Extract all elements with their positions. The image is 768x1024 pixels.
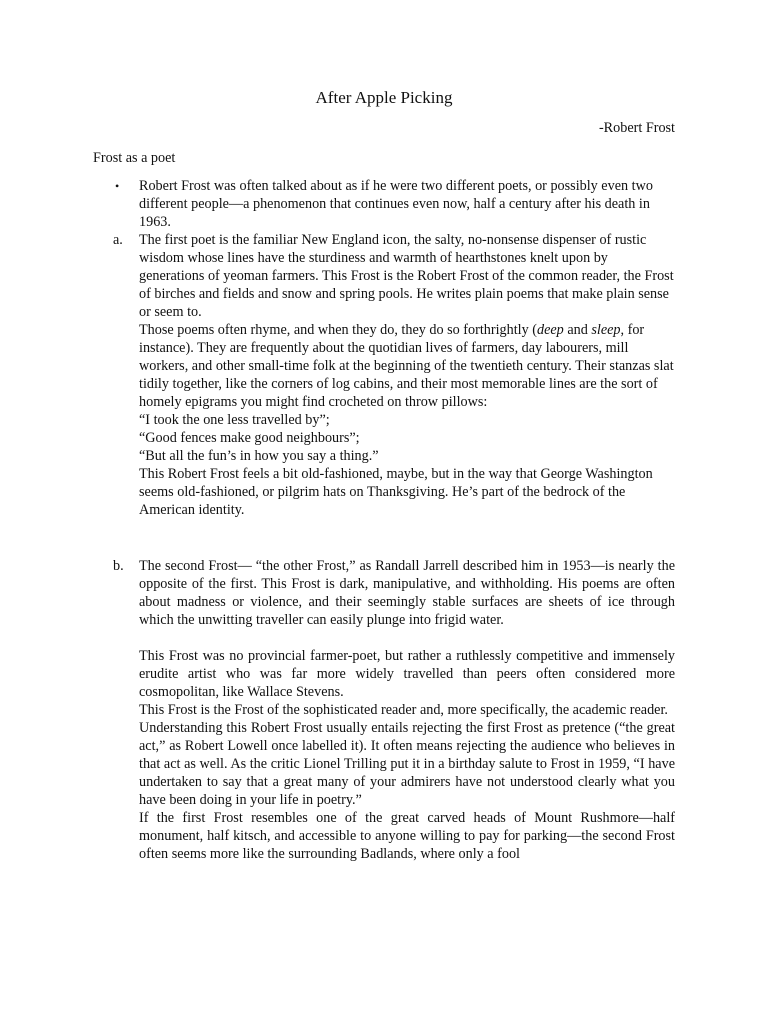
quote-line-2: “Good fences make good neighbours”; bbox=[139, 430, 360, 446]
item-a-p2-text-start: Those poems often rhyme, and when they do, they do so forthrightly ( bbox=[139, 322, 537, 338]
item-b-paragraph-4: Understanding this Robert Frost usually entails rejecting the first Frost as pretence (“the great act,” as Robert Lowell once labelled it). It often means rejecting the audience who believes in that act as well. As the critic Lionel Trilling put it in a birthday salute to Frost in 1959, “I have undertaken to say that a great many of your admirers have not understood clearly what you have been doing in your life in poetry.” bbox=[139, 720, 675, 808]
bullet-marker: • bbox=[115, 179, 120, 193]
section-heading: Frost as a poet bbox=[93, 150, 176, 166]
quote-line-3: “But all the fun’s in how you say a thing.” bbox=[139, 448, 379, 464]
item-a-paragraph-3: This Robert Frost feels a bit old-fashioned, maybe, but in the way that George Washington seems old-fashioned, or pilgrim hats on Thanksgiving. He’s part of the bedrock of the American identity. bbox=[139, 466, 653, 518]
paragraph-gap bbox=[139, 629, 675, 647]
list-marker-b: b. bbox=[113, 558, 124, 574]
bullet-item bbox=[115, 177, 675, 231]
bullet-text: Robert Frost was often talked about as if he were two different poets, or possibly even two different people—a phenomenon that continues even now, half a century after his death in 1963. bbox=[139, 178, 653, 230]
item-a-p2-text-end: , for instance). They are frequently about the quotidian lives of farmers, day labourers, mill workers, and other small-time folk at the beginning of the twentieth century. Their stanzas slat tidily together, like the corners of log cabins, and their most memorable lines are the sort of homely epigrams you might find crocheted on throw pillows: bbox=[139, 322, 674, 410]
list-item-a bbox=[113, 231, 675, 519]
item-b-paragraph-5: If the first Frost resembles one of the great carved heads of Mount Rushmore—half monument, half kitsch, and accessible to anyone willing to pay for parking—the second Frost often seems more like the surrounding Badlands, where only a fool bbox=[139, 810, 675, 862]
item-b-paragraph-2: This Frost was no provincial farmer-poet, but rather a ruthlessly competitive and immensely erudite artist who was far more widely travelled than peers often considered more cosmopolitan, like Wallace Stevens. bbox=[139, 648, 675, 700]
item-b-paragraph-3: This Frost is the Frost of the sophisticated reader and, more specifically, the academic reader. bbox=[139, 702, 668, 718]
list-marker-a: a. bbox=[113, 232, 123, 248]
item-b-paragraph-1: The second Frost— “the other Frost,” as Randall Jarrell described him in 1953—is nearly the opposite of the first. This Frost is dark, manipulative, and withholding. His poems are often about madness or violence, and their seemingly stable surfaces are sheets of ice through which the unwitting traveller can easily plunge into frigid water. bbox=[139, 558, 675, 628]
item-a-paragraph-2 bbox=[139, 321, 675, 411]
item-a-paragraph-1: The first poet is the familiar New England icon, the salty, no-nonsense dispenser of rustic wisdom whose lines have the sturdiness and warmth of hearthstones knelt upon by generations of yeoman farmers. This Frost is the Robert Frost of the common reader, the Frost of birches and fields and snow and spring pools. He writes plain poems that make plain sense or seem to. bbox=[139, 232, 674, 320]
emphasis-sleep: sleep bbox=[591, 322, 621, 338]
document-title: After Apple Picking bbox=[315, 88, 453, 107]
emphasis-deep: deep bbox=[536, 322, 564, 338]
list-item-b bbox=[113, 557, 675, 863]
quote-line-1: “I took the one less travelled by”; bbox=[139, 412, 330, 428]
author-line: -Robert Frost bbox=[598, 120, 675, 136]
item-a-p2-conjunction: and bbox=[563, 322, 592, 338]
